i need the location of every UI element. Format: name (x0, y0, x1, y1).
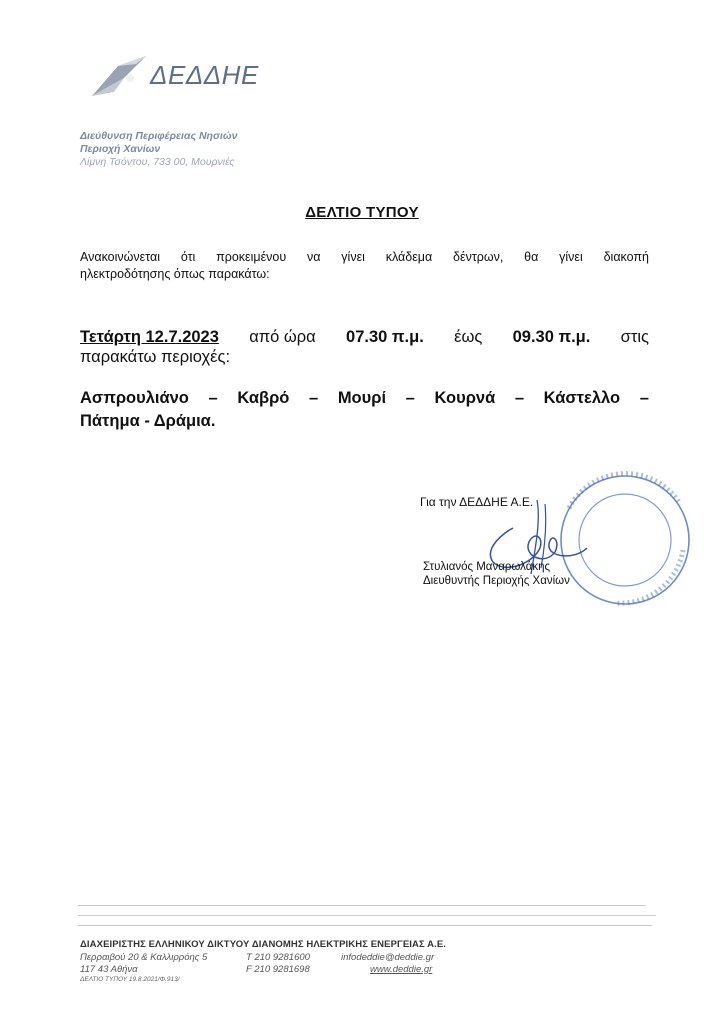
schedule-date: Τετάρτη 12.7.2023 (80, 328, 219, 346)
schedule-line-2: παρακάτω περιοχές: (80, 348, 231, 366)
footer-fax: F 210 9281698 (246, 964, 310, 975)
area-item: Μουρί (337, 389, 387, 407)
logo-text: ΔΕΔΔΗΕ (150, 60, 259, 90)
area-item: Καβρό (237, 389, 290, 407)
area-item: Κάστελλο (543, 389, 621, 407)
areas-paragraph (80, 387, 649, 433)
header-address: Λίμνη Τσόντου, 733 00, Μουρνιές (80, 156, 235, 168)
signatory-role: Διευθυντής Περιοχής Χανίων (423, 575, 570, 587)
schedule-to-word: έως (454, 328, 483, 346)
intro-line-1: Ανακοινώνεται ότι προκειμένου να γίνει κλάδεμα δέντρων, θα γίνει διακοπή (80, 250, 649, 264)
area-separator: – (514, 389, 525, 407)
intro-line-2: ηλεκτροδότησης όπως παρακάτω: (80, 267, 270, 281)
schedule-end-time: 09.30 π.μ. (512, 328, 591, 346)
schedule-paragraph (80, 327, 649, 367)
intro-paragraph (80, 249, 649, 283)
footer-reference: ΔΕΛΤΙΟ ΤΥΠΟΥ 19.8.2021/Φ.913/ (80, 976, 180, 983)
header-region: Περιοχή Χανίων (80, 143, 161, 155)
signatory-name: Στυλιανός Μαναρωλάκης (423, 561, 551, 573)
schedule-from-word: από ώρα (249, 328, 316, 346)
deddie-logo-mark-icon (84, 48, 154, 108)
area-item: Κουρνά (434, 389, 496, 407)
deddie-logo (84, 48, 304, 108)
schedule-start-time: 07.30 π.μ. (346, 328, 424, 346)
header-division: Διεύθυνση Περιφέρειας Νησιών (80, 130, 238, 142)
footer-rule (78, 915, 656, 916)
signature-for: Για την ΔΕΔΔΗΕ Α.Ε. (420, 495, 534, 509)
document-title-wrap (0, 204, 724, 222)
area-separator: – (309, 389, 319, 407)
footer-email[interactable]: infodeddie@deddie.gr (341, 952, 435, 963)
area-item: Ασπρουλιάνο (80, 389, 189, 407)
footer-address-1: Περραιβού 20 & Καλλιρρόης 5 (80, 952, 208, 963)
document-title: ΔΕΛΤΙΟ ΤΥΠΟΥ (305, 204, 419, 221)
areas-line-1 (80, 387, 649, 410)
footer-company: ΔΙΑΧΕΙΡΙΣΤΗΣ ΕΛΛΗΝΙΚΟΥ ΔΙΚΤΥΟΥ ΔΙΑΝΟΜΗΣ ΗΛΕΚΤΡΙΚΗΣ ΕΝΕΡΓΕΙΑΣ Α.Ε. (80, 939, 447, 950)
area-separator: – (405, 389, 415, 407)
footer-phone: T 210 9281600 (246, 952, 310, 963)
schedule-line-1 (80, 327, 649, 347)
areas-line-2: Πάτημα - Δράμια. (80, 412, 216, 430)
footer-rule (78, 905, 646, 906)
area-separator: – (639, 389, 649, 407)
area-separator: – (208, 389, 218, 407)
official-stamp-and-signature (465, 470, 695, 620)
footer-website-link[interactable]: www.deddie.gr (370, 964, 433, 975)
footer-rule (78, 925, 652, 926)
footer-address-2: 117 43 Αθήνα (80, 964, 138, 975)
schedule-tail: στις (620, 328, 649, 346)
